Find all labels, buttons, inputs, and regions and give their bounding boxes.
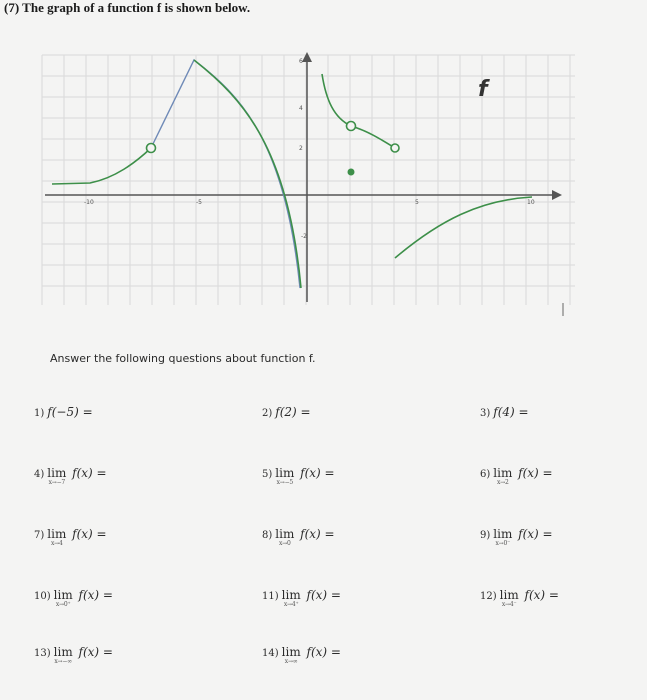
limit-operator [493,466,513,486]
limit-word: lim [499,588,519,602]
question-item [262,466,335,486]
curve-left-segment [52,148,151,184]
curve-middle-segment [322,74,395,148]
y-tick-label: 6 [299,58,303,65]
x-tick-label: 5 [415,199,419,206]
question-number: 10) [34,591,51,602]
function-graph [0,0,647,340]
question-number: 2) [262,408,273,419]
limit-word: lim [47,527,67,541]
limit-subscript: x→4⁻ [501,601,517,608]
question-number: 4) [34,469,45,480]
open-point [391,144,399,152]
question-number: 13) [34,648,51,659]
question-expression: f(−5) = [47,405,93,419]
question-number: 5) [262,469,273,480]
question-item [262,405,311,419]
question-item [480,588,559,608]
question-expression: f(x) = [300,466,335,480]
y-axis-arrow [302,52,312,62]
question-expression: f(x) = [72,527,107,541]
question-number: 8) [262,530,273,541]
limit-word: lim [493,466,513,480]
limit-word: lim [493,527,513,541]
question-number: 12) [480,591,497,602]
problem-title: (7) The graph of a function f is shown below. [4,0,251,15]
limit-subscript: x→0⁺ [55,601,71,608]
question-number: 7) [34,530,45,541]
limit-subscript: x→2 [496,479,509,486]
limit-subscript: x→−7 [48,479,66,486]
question-number: 3) [480,408,491,419]
limit-operator [275,466,295,486]
x-tick-label: -5 [196,199,202,206]
limit-subscript: x→0 [278,540,291,547]
limit-operator [53,588,73,608]
function-label: f [478,77,488,102]
question-item [480,466,553,486]
limit-word: lim [53,645,73,659]
question-expression: f(2) = [275,405,311,419]
limit-operator [47,527,67,547]
question-number: 9) [480,530,491,541]
limit-subscript: x→4⁺ [283,601,299,608]
open-point [347,122,356,131]
question-expression: f(x) = [72,466,107,480]
question-item [34,645,113,665]
closed-point [348,169,355,176]
y-tick-label: -2 [301,233,307,240]
limit-operator [281,645,301,665]
question-expression: f(x) = [518,527,553,541]
question-number: 6) [480,469,491,480]
question-item [34,405,93,419]
limit-word: lim [275,527,295,541]
limit-operator [275,527,295,547]
instructions-text: Answer the following questions about function f. [50,352,316,365]
graph-grid [42,55,575,305]
question-expression: f(x) = [300,527,335,541]
question-expression: f(x) = [518,466,553,480]
question-number: 1) [34,408,45,419]
question-expression: f(x) = [78,588,113,602]
question-item [262,645,341,665]
x-tick-label: -10 [84,199,94,206]
question-item [480,527,553,547]
y-tick-label: 2 [299,145,303,152]
x-tick-label: 10 [527,199,535,206]
x-axis-arrow [552,190,562,200]
limit-subscript: x→−∞ [54,658,72,665]
limit-word: lim [281,645,301,659]
limit-operator [493,527,513,547]
question-expression: f(4) = [493,405,529,419]
question-expression: f(x) = [306,645,341,659]
question-expression: f(x) = [306,588,341,602]
limit-operator [499,588,519,608]
limit-word: lim [281,588,301,602]
question-expression: f(x) = [78,645,113,659]
question-item [34,527,107,547]
open-point [147,144,156,153]
limit-word: lim [275,466,295,480]
question-item [262,588,341,608]
limit-operator [281,588,301,608]
question-item [262,527,335,547]
question-item [480,405,529,419]
question-number: 11) [262,591,279,602]
question-item [34,466,107,486]
limit-subscript: x→∞ [284,658,298,665]
limit-word: lim [53,588,73,602]
y-tick-label: 4 [299,105,303,112]
curve-peak-fall [194,60,301,288]
limit-operator [53,645,73,665]
question-expression: f(x) = [524,588,559,602]
limit-subscript: x→0⁻ [495,540,511,547]
limit-operator [47,466,67,486]
question-item [34,588,113,608]
limit-word: lim [47,466,67,480]
limit-subscript: x→−5 [276,479,294,486]
limit-subscript: x→4 [50,540,63,547]
question-number: 14) [262,648,279,659]
